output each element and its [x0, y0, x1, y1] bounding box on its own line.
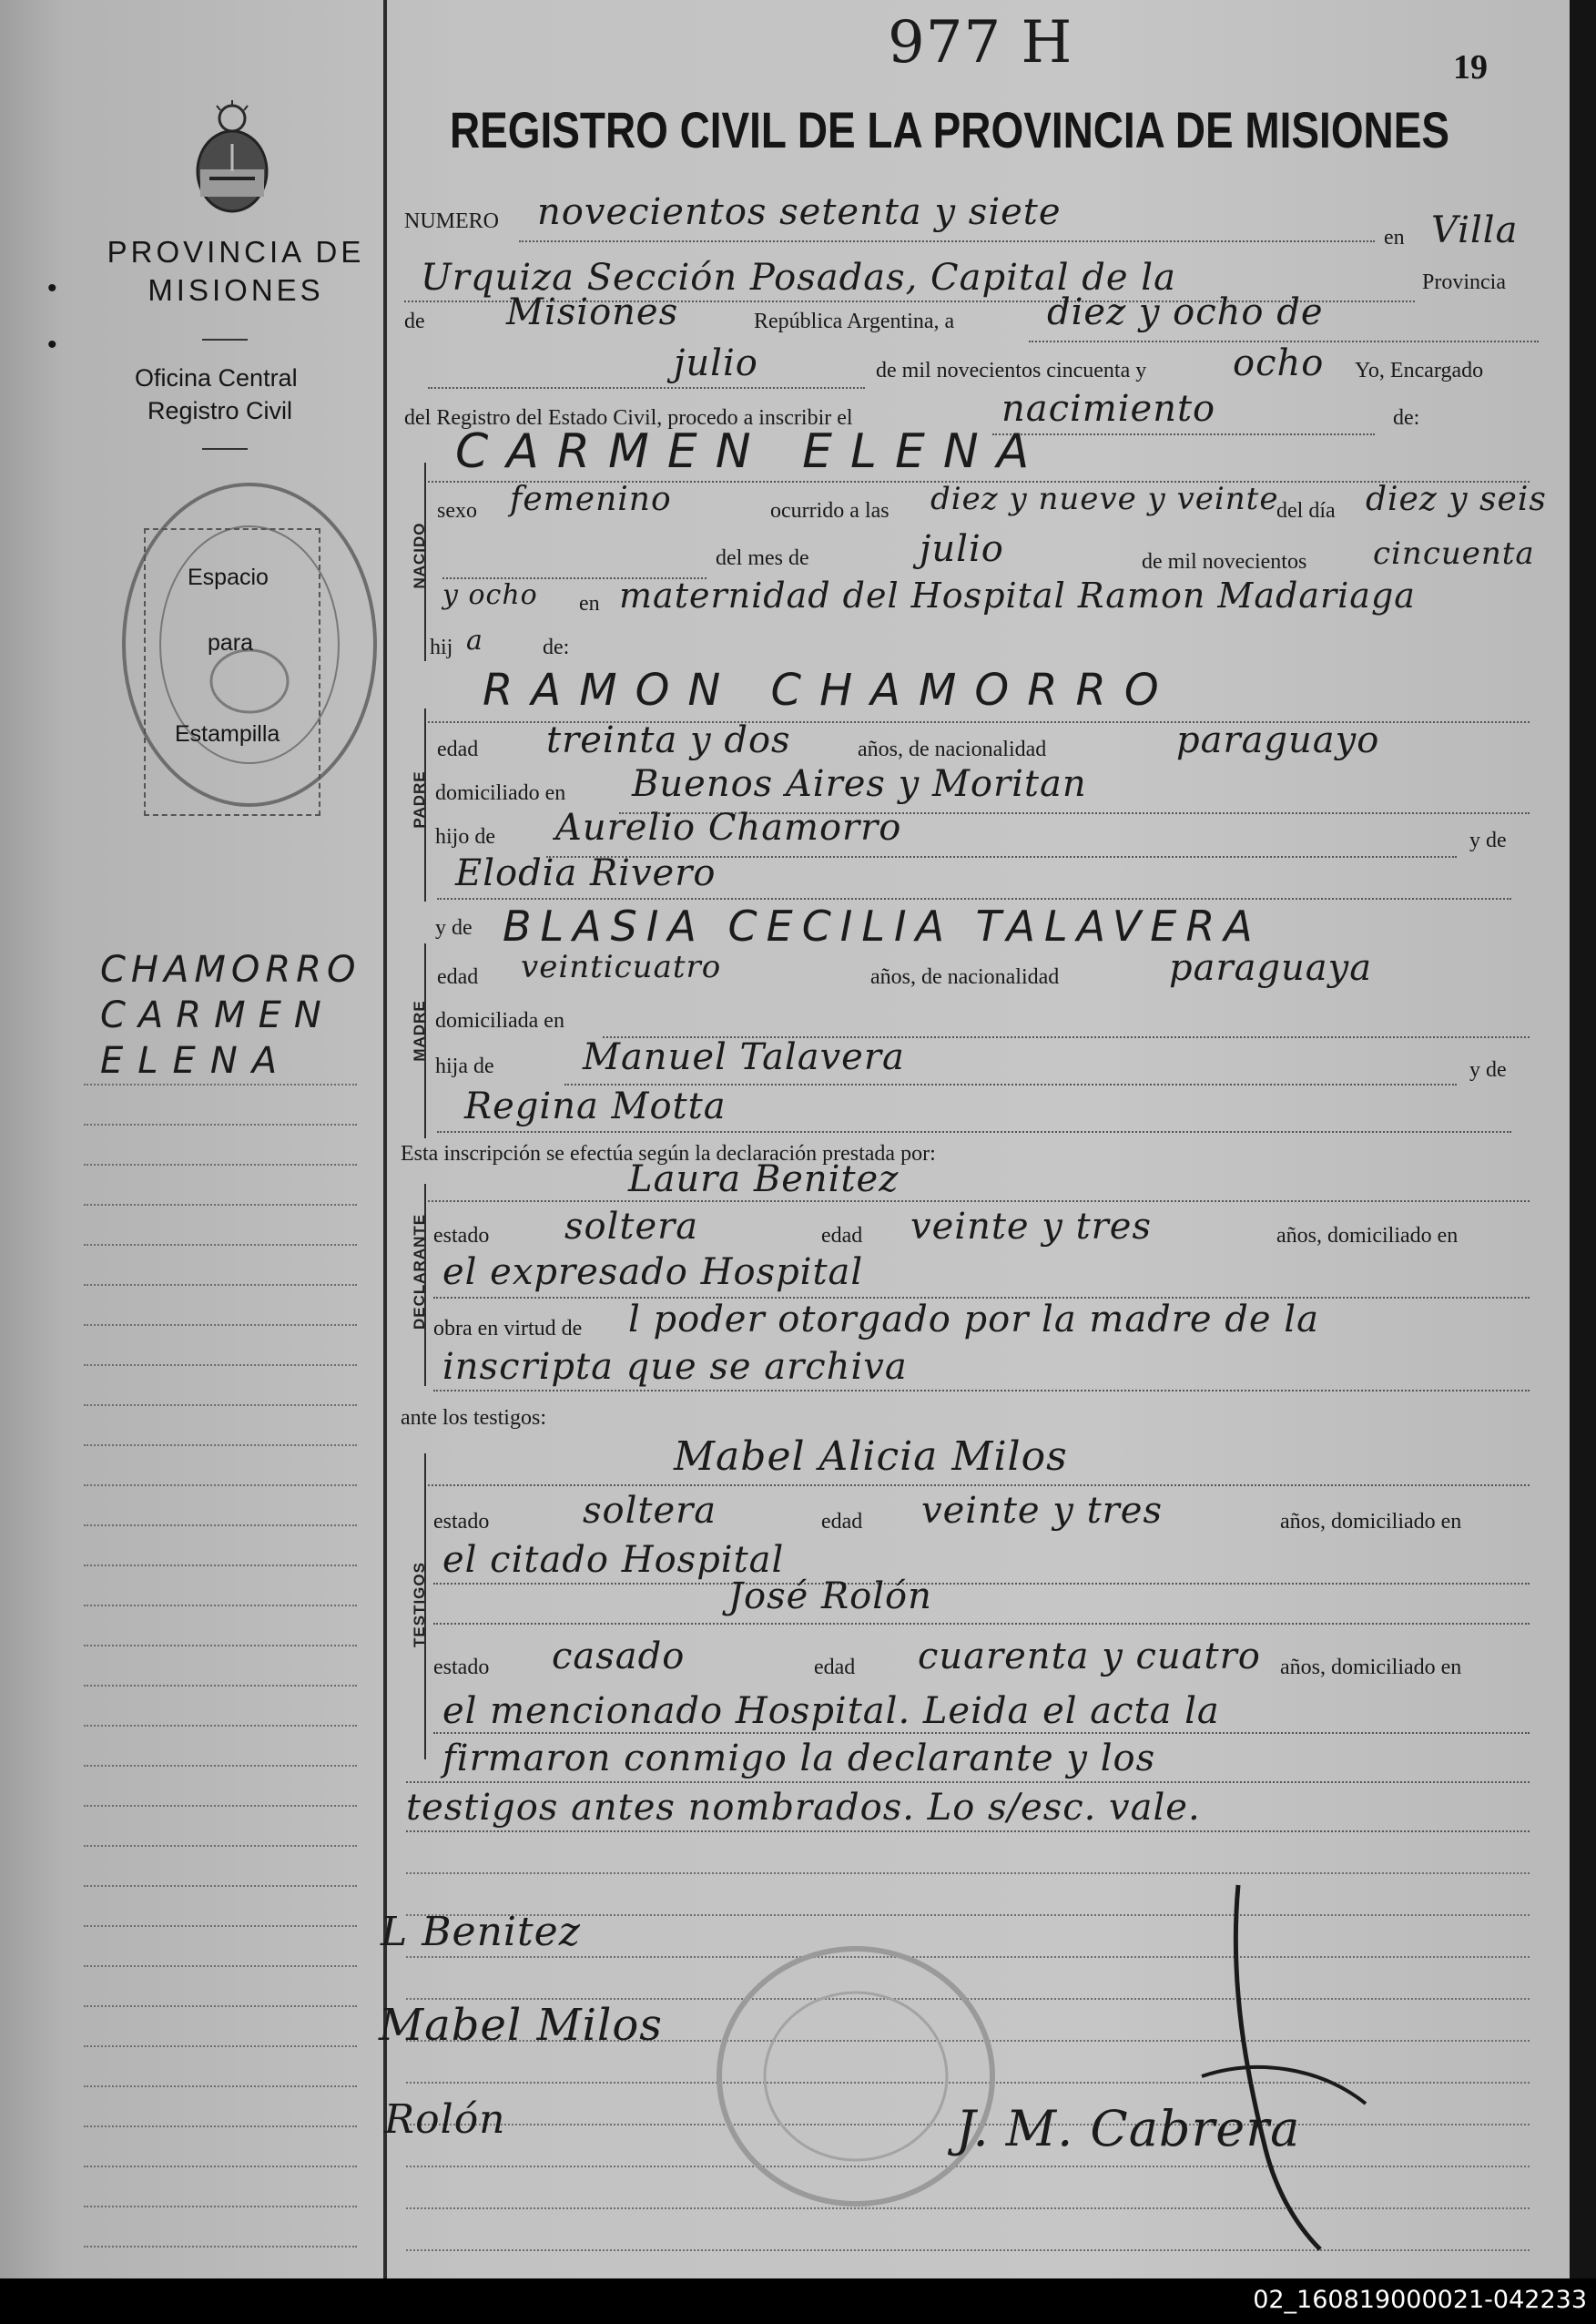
madre-section-label: MADRE: [411, 1000, 428, 1062]
office-line-1: Oficina Central: [135, 364, 298, 392]
ocurrido-label: ocurrido a las: [770, 499, 889, 523]
hij-suffix: a: [466, 625, 483, 657]
margin-name-2: ELENA: [100, 1040, 292, 1082]
fecha-mes: julio: [674, 342, 758, 384]
padre-nombre: RAMON CHAMORRO: [483, 665, 1177, 716]
footer-id: 02_160819000021-042233: [1253, 2286, 1587, 2314]
ruled-line: [84, 1084, 357, 1086]
testigo-2-nombre: José Rolón: [728, 1575, 932, 1617]
fecha-dia: diez y ocho de: [1047, 291, 1324, 333]
encargado-label: Yo, Encargado: [1355, 359, 1484, 382]
t1-estado-label: estado: [433, 1510, 490, 1534]
hij-label: hij: [430, 636, 453, 659]
t2-dom-label: años, domiciliado en: [1280, 1656, 1462, 1679]
t2-edad-label: edad: [814, 1656, 856, 1679]
stamp-label-1: Espacio: [188, 565, 269, 590]
cierre-1: el mencionado Hospital. Leida el acta la: [442, 1690, 1220, 1732]
inscripcion-label: Esta inscripción se efectúa según la declaración prestada por:: [401, 1142, 936, 1166]
t1-estado: soltera: [583, 1490, 717, 1532]
mil-nov-label: de mil novecientos cincuenta y: [876, 359, 1147, 382]
signature-declarante: L Benitez: [381, 1909, 581, 1955]
ruled-line: [84, 1685, 357, 1687]
ruled-line: [84, 1364, 357, 1366]
nacido-section-label: NACIDO: [411, 522, 428, 589]
padre-hijo-label: hijo de: [435, 825, 495, 849]
padre-hijo-de: Aurelio Chamorro: [555, 807, 902, 849]
padre-edad: treinta y dos: [546, 719, 791, 761]
ruled-line: [84, 1244, 357, 1246]
mil-nov-label-2: de mil novecientos: [1142, 550, 1307, 574]
ruled-line: [84, 2085, 357, 2087]
tipo-acta: nacimiento: [1001, 388, 1216, 430]
signature-official: J. M. Cabrera: [956, 2100, 1301, 2157]
page-title: REGISTRO CIVIL DE LA PROVINCIA DE MISIONES: [450, 101, 1449, 158]
divider: [202, 448, 248, 450]
ruled-line: [84, 1725, 357, 1727]
margin-surname: CHAMORRO: [100, 949, 361, 991]
ruled-line: [84, 1404, 357, 1406]
ruled-line: [84, 1805, 357, 1807]
anio-value: ocho: [1233, 342, 1325, 384]
ruled-line: [84, 1925, 357, 1927]
en-label-2: en: [579, 592, 600, 616]
padre-dom: Buenos Aires y Moritan: [632, 763, 1087, 805]
ruled-line: [84, 1885, 357, 1887]
ruled-line: [84, 2246, 357, 2248]
ruled-line: [84, 1484, 357, 1486]
ante-testigos-label: ante los testigos:: [401, 1406, 546, 1430]
ruled-line: [84, 2045, 357, 2047]
ruled-line: [406, 1872, 1530, 1874]
scan-edge: [1570, 0, 1596, 2278]
madre-madre: Regina Motta: [464, 1086, 727, 1127]
decl-dom: el expresado Hospital: [442, 1251, 864, 1293]
ruled-line: [84, 2166, 357, 2167]
madre-nac-label: años, de nacionalidad: [870, 965, 1060, 989]
ruled-line: [84, 1965, 357, 1967]
archive-note: 977 H: [888, 9, 1073, 76]
madre-hija-label: hija de: [435, 1055, 494, 1078]
t2-edad: cuarenta y cuatro: [918, 1636, 1261, 1677]
de-colon: de:: [1393, 406, 1420, 430]
padre-nac-label: años, de nacionalidad: [858, 738, 1047, 761]
madre-hija-de: Manuel Talavera: [583, 1036, 905, 1078]
de-colon-2: de:: [543, 636, 570, 659]
t1-dom-label: años, domiciliado en: [1280, 1510, 1462, 1534]
province-name: PROVINCIA DE MISIONES: [107, 235, 365, 307]
t1-edad: veinte y tres: [921, 1490, 1163, 1532]
t2-estado-label: estado: [433, 1656, 490, 1679]
dot-mark: •: [47, 273, 57, 303]
testigo-1-nombre: Mabel Alicia Milos: [674, 1433, 1068, 1480]
margin-name: CARMEN: [100, 994, 334, 1036]
stamp-label-3: Estampilla: [175, 721, 280, 747]
del-dia-label: del día: [1276, 499, 1336, 523]
nacido-nombre: CARMEN ELENA: [455, 424, 1048, 479]
de-label: de: [404, 310, 425, 333]
sexo-label: sexo: [437, 499, 477, 523]
y-de-label: y de: [435, 916, 473, 940]
ruled-line: [84, 2206, 357, 2207]
procedo-label: del Registro del Estado Civil, procedo a inscribir el: [404, 406, 853, 430]
madre-nombre: BLASIA CECILIA TALAVERA: [503, 902, 1262, 951]
obra-label: obra en virtud de: [433, 1317, 583, 1340]
lugar-value-2: Urquiza Sección Posadas, Capital de la: [421, 257, 1176, 299]
cierre-3: testigos antes nombrados. Lo s/esc. vale.: [406, 1787, 1201, 1829]
ruled-line: [84, 1124, 357, 1126]
padre-y-de: y de: [1469, 829, 1507, 852]
ruled-line: [84, 2005, 357, 2007]
decl-estado-label: estado: [433, 1224, 490, 1248]
declarante-section-label: DECLARANTE: [411, 1213, 428, 1330]
t2-estado: casado: [552, 1636, 686, 1677]
decl-obra-2: inscripta que se archiva: [442, 1346, 908, 1388]
padre-nac: paraguayo: [1176, 719, 1380, 761]
padre-edad-label: edad: [437, 738, 479, 761]
provincia-label: Provincia: [1422, 270, 1506, 294]
coat-of-arms-icon: [182, 98, 282, 217]
t1-dom: el citado Hospital: [442, 1539, 785, 1581]
anio-nac-value-2: y ocho: [442, 579, 538, 611]
decl-edad-label: edad: [821, 1224, 863, 1248]
official-flourish: [1020, 1876, 1493, 2258]
del-mes-label: del mes de: [716, 546, 809, 570]
declarante-nombre: Laura Benitez: [628, 1158, 900, 1200]
cierre-2: firmaron conmigo la declarante y los: [442, 1738, 1156, 1779]
numero-label: NUMERO: [404, 209, 500, 233]
madre-edad: veinticuatro: [521, 949, 722, 985]
anio-nac-value: cincuenta: [1373, 535, 1535, 572]
dot-mark: •: [47, 330, 57, 360]
divider: [202, 339, 248, 341]
faded-seal-icon: [710, 1940, 1001, 2213]
padre-madre: Elodia Rivero: [455, 852, 717, 894]
signature-testigo-1: Mabel Milos: [379, 2000, 663, 2051]
sexo-value: femenino: [510, 481, 672, 518]
ruled-line: [84, 1845, 357, 1847]
decl-dom-label: años, domiciliado en: [1276, 1224, 1459, 1248]
mes-value: julio: [920, 528, 1004, 570]
ruled-line: [84, 1444, 357, 1446]
numero-value: novecientos setenta y siete: [537, 191, 1062, 233]
en-label: en: [1384, 226, 1405, 250]
republica-label: República Argentina, a: [754, 310, 955, 333]
madre-dom-label: domiciliada en: [435, 1009, 564, 1033]
decl-obra-1: l poder otorgado por la madre de la: [628, 1299, 1319, 1340]
madre-nac: paraguaya: [1169, 947, 1373, 989]
office-line-2: Registro Civil: [147, 397, 293, 424]
ruled-line: [84, 1765, 357, 1767]
ruled-line: [84, 1565, 357, 1566]
padre-section-label: PADRE: [411, 770, 428, 829]
ruled-line: [84, 1524, 357, 1526]
ruled-line: [84, 1284, 357, 1286]
provincia-value: Misiones: [506, 291, 679, 333]
page-number: 19: [1453, 48, 1488, 87]
ruled-line: [84, 1605, 357, 1606]
ruled-line: [84, 1164, 357, 1166]
ruled-line: [84, 1645, 357, 1646]
stamp-label-2: para: [208, 630, 254, 656]
dia-value: diez y seis: [1366, 481, 1547, 518]
lugar-nac-value: maternidad del Hospital Ramon Madariaga: [619, 576, 1416, 616]
madre-edad-label: edad: [437, 965, 479, 989]
hora-value: diez y nueve y veinte: [930, 481, 1279, 517]
decl-edad: veinte y tres: [910, 1206, 1152, 1248]
decl-estado: soltera: [564, 1206, 699, 1248]
signature-testigo-2: Rolón: [384, 2096, 506, 2143]
madre-y-de: y de: [1469, 1058, 1507, 1082]
ruled-line: [84, 2125, 357, 2127]
t1-edad-label: edad: [821, 1510, 863, 1534]
footer-bar: [0, 2278, 1596, 2324]
ruled-line: [84, 1204, 357, 1206]
ruled-line: [84, 1324, 357, 1326]
padre-dom-label: domiciliado en: [435, 781, 566, 805]
testigos-section-label: TESTIGOS: [411, 1562, 428, 1647]
lugar-value-1: Villa: [1431, 209, 1519, 251]
